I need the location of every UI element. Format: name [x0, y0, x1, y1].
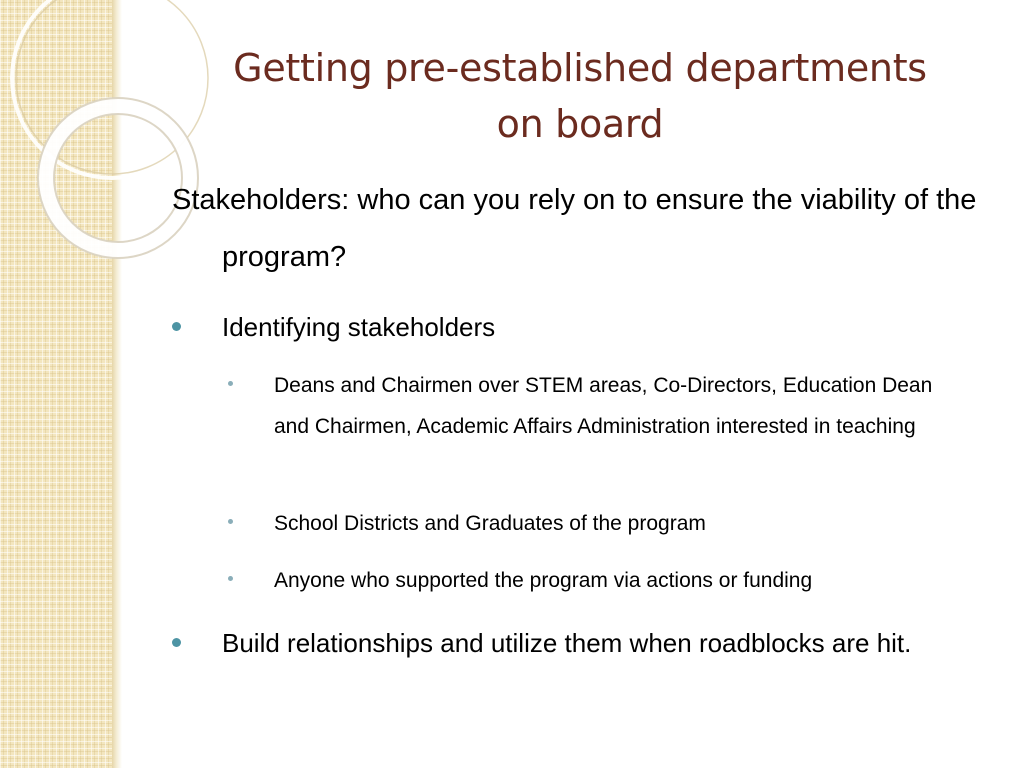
slide-title: [160, 40, 1000, 152]
bullet-text: Build relationships and utilize them when roadblocks are hit.: [222, 628, 912, 658]
sub-bullet-text: School Districts and Graduates of the program: [274, 512, 706, 535]
bullet-text: Identifying stakeholders: [222, 312, 496, 342]
sub-bullet-dot-icon: [228, 519, 233, 524]
sub-bullet-text: Deans and Chairmen over STEM areas, Co-Directors, Education Dean and Chairmen, Academic Affairs Administration interested in teaching: [274, 374, 933, 438]
bullet-dot-icon: [172, 322, 181, 331]
sub-bullet-text: Anyone who supported the program via actions or funding: [274, 569, 813, 592]
intro-text: Stakeholders: who can you rely on to ensure the viability of the program?: [172, 184, 977, 273]
sub-bullet-dot-icon: [228, 576, 233, 581]
slide-title-line-1: Getting pre-established departments: [233, 46, 927, 90]
slide-title-line-2: on board: [496, 102, 664, 146]
bullet-dot-icon: [172, 638, 181, 647]
sub-bullet-dot-icon: [228, 381, 233, 386]
